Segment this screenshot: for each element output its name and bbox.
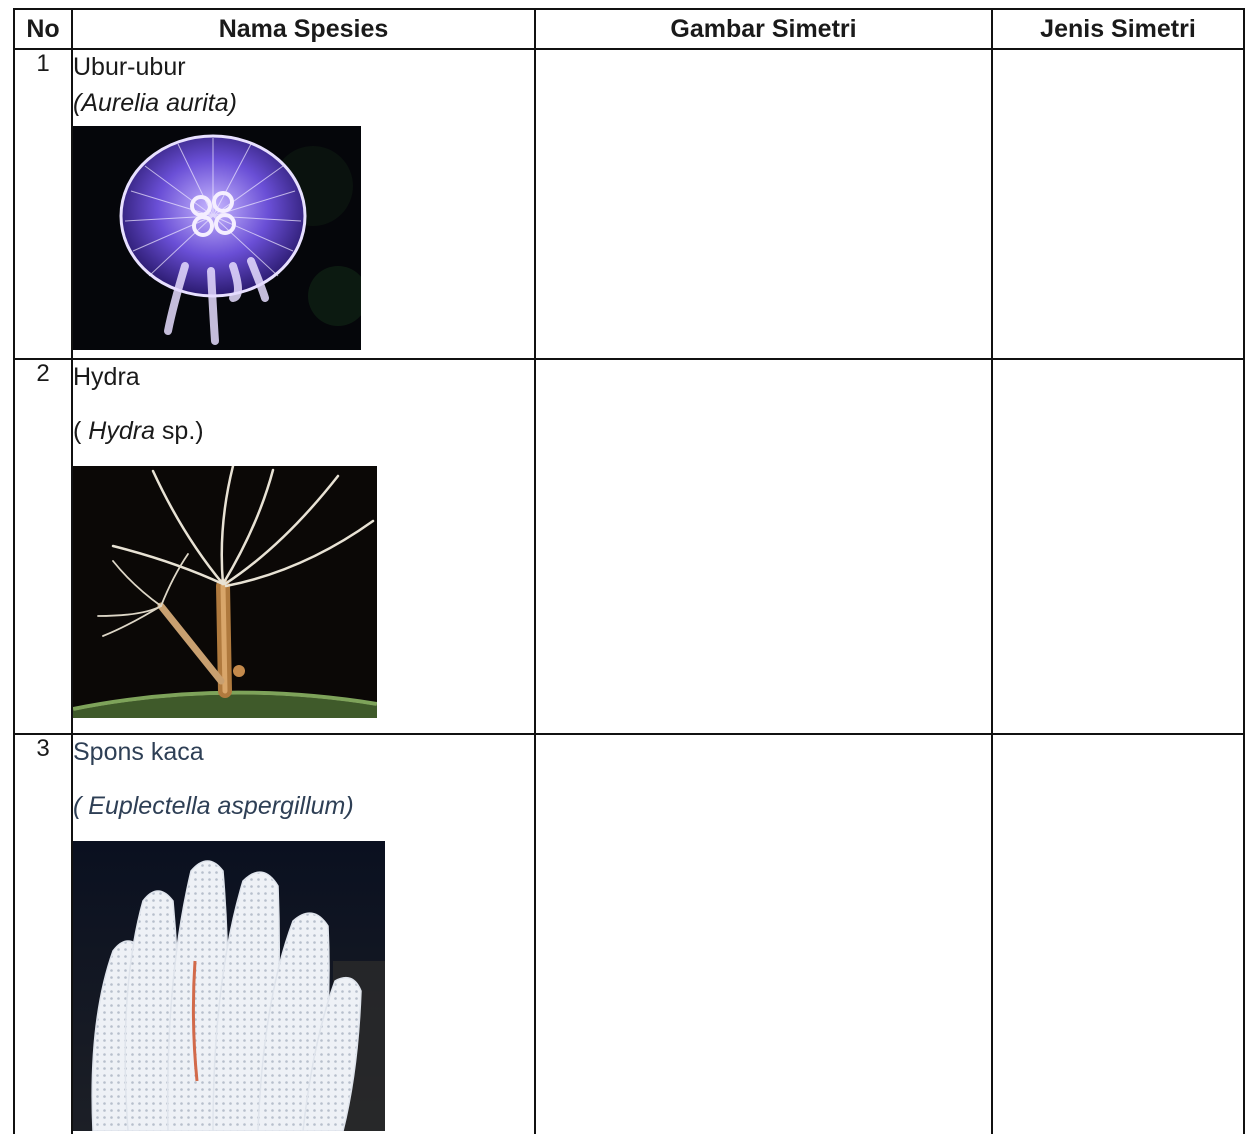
species-common-name: Ubur-ubur — [73, 53, 186, 81]
header-no: No — [14, 9, 72, 49]
symmetry-worksheet-table — [13, 8, 1245, 1134]
header-symmetry-drawing: Gambar Simetri — [535, 9, 992, 49]
glass-sponge-photo — [73, 841, 534, 1131]
row-number: 3 — [14, 734, 72, 1134]
header-row — [14, 9, 1244, 49]
hydra-photo — [73, 466, 534, 718]
table-row — [14, 49, 1244, 359]
header-species-name: Nama Spesies — [72, 9, 535, 49]
species-cell — [72, 359, 535, 734]
row-number: 1 — [14, 49, 72, 359]
symmetry-type-cell[interactable] — [992, 734, 1244, 1134]
species-cell — [72, 734, 535, 1134]
table-row — [14, 359, 1244, 734]
table-row — [14, 734, 1244, 1134]
symmetry-drawing-cell[interactable] — [535, 359, 992, 734]
species-common-name: Hydra — [73, 363, 140, 391]
species-cell — [72, 49, 535, 359]
header-symmetry-type: Jenis Simetri — [992, 9, 1244, 49]
symmetry-drawing-cell[interactable] — [535, 734, 992, 1134]
jellyfish-photo — [73, 126, 534, 350]
species-common-name: Spons kaca — [73, 738, 204, 766]
species-latin-name: ( Euplectella aspergillum) — [73, 792, 354, 820]
symmetry-type-cell[interactable] — [992, 359, 1244, 734]
row-number: 2 — [14, 359, 72, 734]
species-latin-name: (Aurelia aurita) — [73, 89, 237, 117]
species-latin-name: ( Hydra sp.) — [73, 417, 204, 445]
symmetry-drawing-cell[interactable] — [535, 49, 992, 359]
symmetry-type-cell[interactable] — [992, 49, 1244, 359]
